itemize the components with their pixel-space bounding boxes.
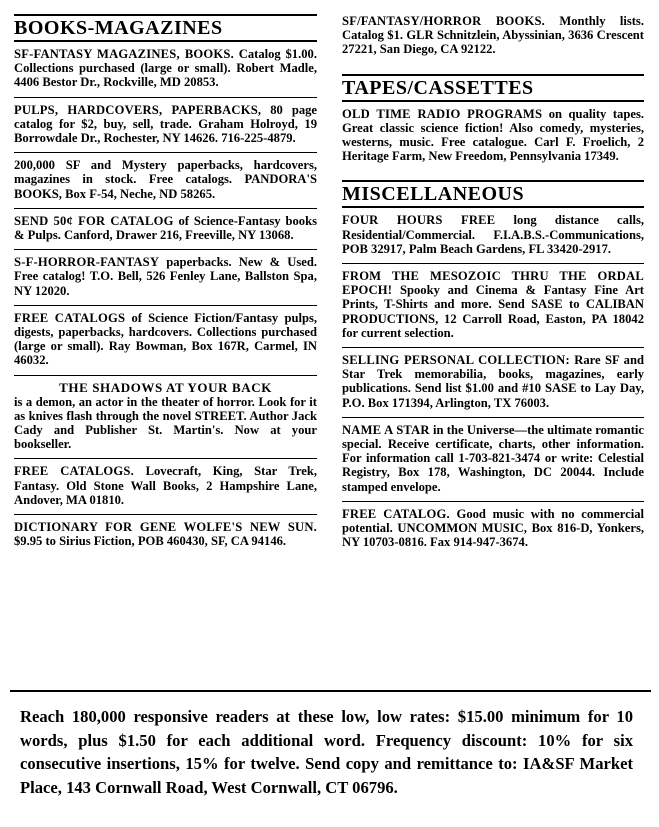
ad-lead: SF/FANTASY/HORROR BOOKS. bbox=[342, 14, 546, 28]
ad-lead: FROM THE MESOZOIC THRU THE ORDAL EPOCH! bbox=[342, 269, 644, 298]
ad-lead: FREE CATALOGS. bbox=[14, 464, 134, 479]
ad-lead: DICTIONARY FOR GENE WOLFE'S NEW SUN. bbox=[14, 520, 317, 535]
classified-ad bbox=[14, 214, 317, 242]
ad-body: Lovecraft, King, Star Trek, Fantasy. Old Stone Wall Books, 2 Hampshire Lane, Andover, MA 01810. bbox=[14, 464, 317, 507]
rates-footer: Reach 180,000 responsive readers at these low, low rates: $15.00 minimum for 10 words, plus $1.50 for each additional word. Frequency discount: 10% for six consecutive insertions, 15% for twelve. Send copy and remittance to: IA&SF Market Place, 143 Cornwall Road, West Cornwall, CT 06796. bbox=[20, 707, 633, 797]
classified-ad bbox=[342, 213, 644, 256]
ad-lead: OLD TIME RADIO PROGRAMS bbox=[342, 106, 543, 121]
ad-divider bbox=[342, 417, 644, 418]
ad-divider bbox=[14, 375, 317, 376]
classified-ad bbox=[14, 158, 317, 201]
ad-body: in the Universe—the ultimate romantic special. Receive certificate, charts, other information. For information call 1-703-821-3474 or write: Celestial Registry, Box 178, Washington, DC 20044. Include stamped envelope. bbox=[342, 422, 644, 494]
ad-lead: SEND 50¢ FOR CATALOG bbox=[14, 213, 174, 228]
section-rule-bottom bbox=[342, 206, 644, 208]
ad-divider bbox=[14, 249, 317, 250]
spacer bbox=[342, 170, 644, 180]
ad-divider bbox=[14, 514, 317, 515]
ad-body: of Science Fiction/Fantasy pulps, digests, paperbacks, hardcovers. Collections purchased (large or small). Ray Bowman, Box 167R, Carmel, IN 46032. bbox=[14, 310, 318, 368]
classified-ad bbox=[14, 255, 317, 298]
classified-ad bbox=[342, 507, 644, 550]
ad-body: of Science-Fantasy books & Pulps. Canford, Drawer 216, Freeville, NY 13068. bbox=[14, 213, 317, 243]
ad-body: paperbacks. New & Used. Free catalog! T.O. Bell, 526 Fenley Lane, Ballston Spa, NY 12020. bbox=[14, 255, 317, 298]
classified-ad bbox=[342, 14, 644, 57]
ad-body: 80 page catalog for $2, buy, sell, trade. Graham Holroyd, 19 Borrowdale Dr., Rochester, NY 14626. 716-225-4879. bbox=[14, 102, 318, 146]
ad-divider bbox=[342, 501, 644, 502]
classified-ad bbox=[14, 395, 317, 452]
ad-body: 200,000 SF and Mystery paperbacks, hardcovers, magazines in stock. Free catalogs. PANDORA'S BOOKS, Box F-54, Neche, ND 58265. bbox=[14, 158, 317, 201]
ad-lead: SF-FANTASY MAGAZINES, BOOKS. bbox=[14, 47, 234, 61]
ad-body: Monthly lists. Catalog $1. GLR Schnitzlein, Abyssinian, 3636 Crescent 27221, San Diego, CA 92122. bbox=[342, 14, 644, 57]
ad-divider bbox=[342, 347, 644, 348]
ad-body: Rare SF and Star Trek memorabilia, books, magazines, early publications. Send list $1.00 and #10 SASE to Lay Day, P.O. Box 171394, Arlington, TX 76003. bbox=[342, 353, 644, 410]
ad-lead: PULPS, HARDCOVERS, PAPERBACKS, bbox=[14, 102, 262, 117]
ad-lead: FREE CATALOGS bbox=[14, 310, 126, 325]
classified-ad bbox=[14, 47, 317, 90]
section-rule-bottom bbox=[342, 100, 644, 102]
ad-divider bbox=[342, 263, 644, 264]
classified-ad bbox=[14, 103, 317, 146]
left-column bbox=[14, 14, 317, 555]
section-title-miscellaneous: MISCELLANEOUS bbox=[342, 183, 525, 206]
ad-divider bbox=[14, 97, 317, 98]
section-title-books-magazines: BOOKS-MAGAZINES bbox=[14, 17, 223, 39]
ad-lead: NAME A STAR bbox=[342, 422, 430, 437]
ad-divider bbox=[14, 305, 317, 306]
classified-ad bbox=[14, 464, 317, 507]
ad-body: on quality tapes. Great classic science fiction! Also comedy, mysteries, westerns, music. Free catalogue. Carl F. Froelich, 2 Heritage Farm, New Freedom, Pennsylvania 17349. bbox=[342, 106, 644, 164]
ad-body: is a demon, an actor in the theater of horror. Look for it as knives flash through the novel STREET. Author Jack Cady and Publisher St. Martin's. Now at your bookseller. bbox=[14, 394, 317, 452]
ad-body: $9.95 to Sirius Fiction, POB 460430, SF, CA 94146. bbox=[14, 534, 287, 549]
classified-ad bbox=[14, 311, 317, 368]
ad-body: Catalog $1.00. Collections purchased (large or small). Robert Madle, 4406 Bestor Dr., Rockville, MD 20853. bbox=[14, 47, 317, 90]
ad-divider bbox=[14, 208, 317, 209]
spacer bbox=[342, 64, 644, 74]
ad-body: Good music with no commercial potential. UNCOMMON MUSIC, Box 816-D, Yonkers, NY 10703-0816. Fax 914-947-3674. bbox=[342, 506, 644, 550]
right-column bbox=[342, 14, 644, 556]
classified-ad bbox=[342, 423, 644, 494]
ad-lead: FOUR HOURS FREE bbox=[342, 213, 496, 228]
section-title-tapes-cassettes: TAPES/CASSETTES bbox=[342, 76, 534, 99]
ad-divider bbox=[14, 458, 317, 459]
section-rule-bottom bbox=[14, 40, 317, 42]
ad-body: Spooky and Cinema & Fantasy Fine Art Prints, T-Shirts and more. Send SASE to CALIBAN PRODUCTIONS, 12 Carroll Road, Easton, PA 18042 for current selection. bbox=[342, 283, 644, 340]
ad-lead: S-F-HORROR-FANTASY bbox=[14, 255, 160, 270]
classified-ad bbox=[14, 520, 317, 548]
ad-lead: FREE CATALOG. bbox=[342, 506, 450, 521]
footer-rule bbox=[10, 690, 651, 692]
classified-ad bbox=[342, 269, 644, 340]
ad-body: long distance calls, Residential/Commercial. F.I.A.B.S.-Communications, POB 32917, Palm Beach Gardens, FL 33420-2917. bbox=[342, 213, 644, 256]
ad-lead: SELLING PERSONAL COLLECTION: bbox=[342, 353, 570, 368]
classified-ad bbox=[342, 353, 644, 410]
ad-display-title: THE SHADOWS AT YOUR BACK bbox=[59, 379, 272, 395]
ad-divider bbox=[14, 152, 317, 153]
classified-ad bbox=[342, 107, 644, 164]
